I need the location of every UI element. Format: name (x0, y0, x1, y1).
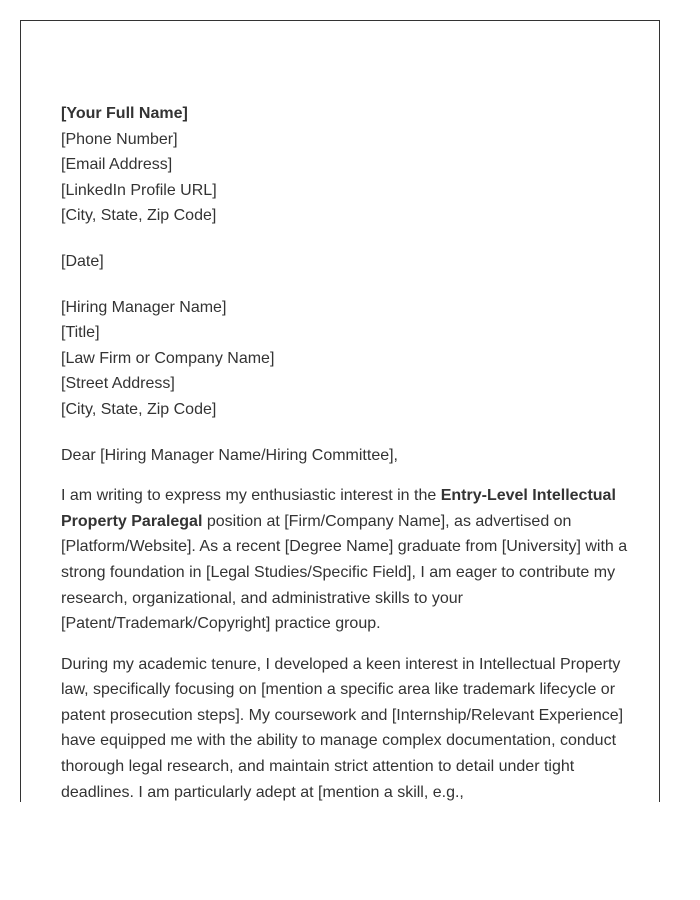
salutation: Dear [Hiring Manager Name/Hiring Committee], (61, 446, 398, 464)
sender-linkedin: [LinkedIn Profile URL] (61, 181, 217, 199)
body-paragraph-2: During my academic tenure, I developed a keen interest in Intellectual Property law, specifically focusing on [mention a specific area like trademark lifecycle or patent prosecution steps]. My coursework and [Internship/Relevant Experience] have equipped me with the ability to manage complex documentation, conduct thorough legal research, and maintain strict attention to detail under tight deadlines. I am particularly adept at [mention a skill, e.g., (61, 655, 624, 801)
sender-location: [City, State, Zip Code] (61, 207, 217, 225)
letter-content (61, 101, 636, 802)
recipient-location: [City, State, Zip Code] (61, 400, 217, 418)
sender-email: [Email Address] (61, 156, 173, 174)
date-block (61, 249, 636, 275)
letter-page (20, 20, 660, 802)
letter-date: [Date] (61, 252, 104, 270)
recipient-title: [Title] (61, 324, 100, 342)
recipient-name: [Hiring Manager Name] (61, 298, 227, 316)
sender-name: [Your Full Name] (61, 105, 188, 122)
body-paragraph-1 (61, 483, 636, 637)
recipient-block (61, 295, 636, 423)
position-title: Entry-Level Intellectual Property Paralegal (61, 487, 616, 530)
recipient-company: [Law Firm or Company Name] (61, 349, 275, 367)
sender-phone: [Phone Number] (61, 130, 178, 148)
sender-block (61, 101, 636, 229)
paragraph-1-intro: I am writing to express my enthusiastic interest in the (61, 487, 441, 505)
paragraph-1-rest: position at [Firm/Company Name], as advertised on [Platform/Website]. As a recent [Degree Name] graduate from [University] with a strong foundation in [Legal Studies/Specific Field], I am eager to contribute my research, organizational, and administrative skills to your [Patent/Trademark/Copyright] practice group. (61, 512, 628, 633)
recipient-street: [Street Address] (61, 375, 175, 393)
